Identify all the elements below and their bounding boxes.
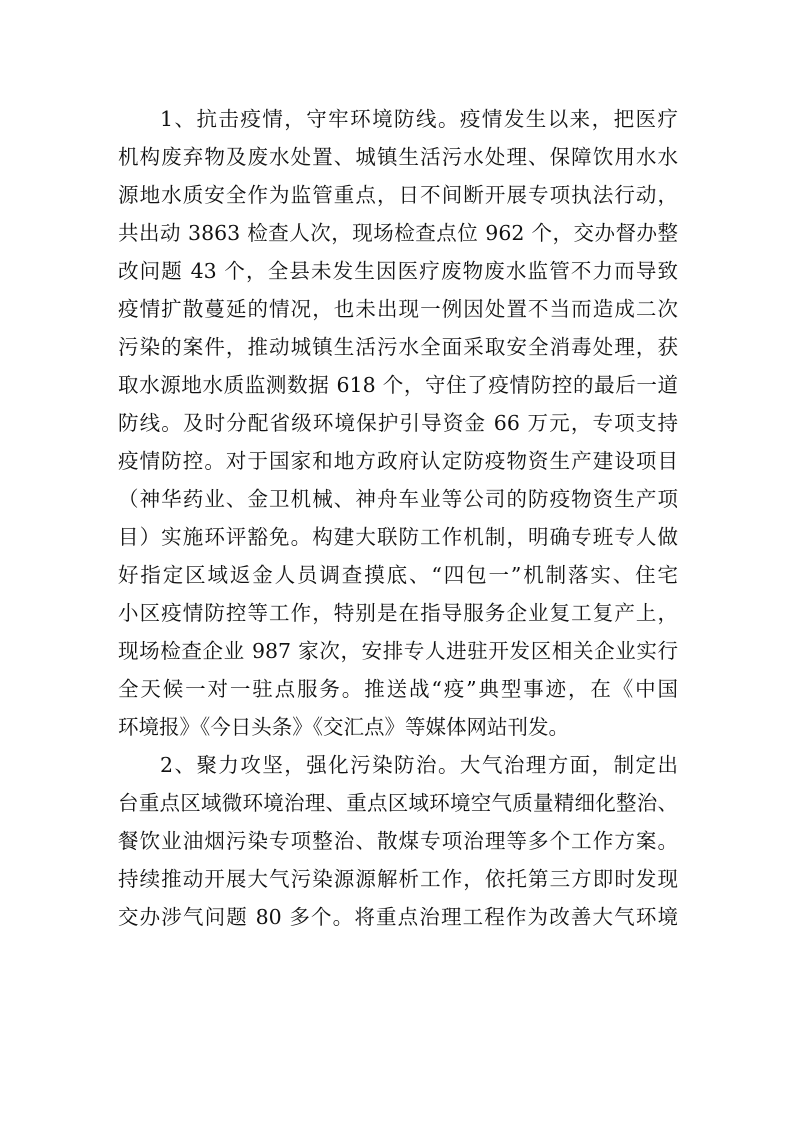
text-line: 1、抗击疫情，守牢环境防线。疫情发生以来，把医疗 (160, 107, 678, 131)
text-line: 共出动 3863 检查人次，现场检查点位 962 个，交办督办整 (118, 221, 678, 245)
text-line: 疫情防控。对于国家和地方政府认定防疫物资生产建设项目 (118, 449, 678, 473)
text-line: 现场检查企业 987 家次，安排专人进驻开发区相关企业实行 (118, 639, 678, 663)
text-line: 污染的案件，推动城镇生活污水全面采取安全消毒处理，获 (118, 335, 678, 359)
text-line: 疫情扩散蔓延的情况，也未出现一例因处置不当而造成二次 (118, 297, 678, 321)
text-line: 环境报》《今日头条》《交汇点》等媒体网站刊发。 (118, 715, 569, 739)
text-line: 2、聚力攻坚，强化污染防治。大气治理方面，制定出 (160, 753, 678, 777)
text-line: 取水源地水质监测数据 618 个，守住了疫情防控的最后一道 (118, 373, 678, 397)
text-line: 源地水质安全作为监管重点，日不间断开展专项执法行动， (118, 183, 678, 207)
text-line: 改问题 43 个，全县未发生因医疗废物废水监管不力而导致 (118, 259, 678, 283)
text-line: 小区疫情防控等工作，特别是在指导服务企业复工复产上， (118, 601, 678, 625)
text-line: 台重点区域微环境治理、重点区域环境空气质量精细化整治、 (118, 791, 678, 815)
paragraph-1 (118, 100, 678, 746)
paragraph-2 (118, 746, 678, 936)
text-line: （神华药业、金卫机械、神舟车业等公司的防疫物资生产项 (118, 487, 678, 511)
text-line: 交办涉气问题 80 多个。将重点治理工程作为改善大气环境 (118, 905, 678, 929)
text-line: 好指定区域返金人员调查摸底、“四包一”机制落实、住宅 (118, 563, 678, 587)
text-line: 机构废弃物及废水处置、城镇生活污水处理、保障饮用水水 (118, 145, 678, 169)
text-line: 防线。及时分配省级环境保护引导资金 66 万元，专项支持 (118, 411, 678, 435)
text-line: 持续推动开展大气污染源源解析工作，依托第三方即时发现 (118, 867, 678, 891)
text-line: 全天候一对一驻点服务。推送战“疫”典型事迹，在《中国 (118, 677, 678, 701)
text-line: 餐饮业油烟污染专项整治、散煤专项治理等多个工作方案。 (118, 829, 678, 853)
text-line: 目）实施环评豁免。构建大联防工作机制，明确专班专人做 (118, 525, 678, 549)
body-text (118, 100, 678, 936)
